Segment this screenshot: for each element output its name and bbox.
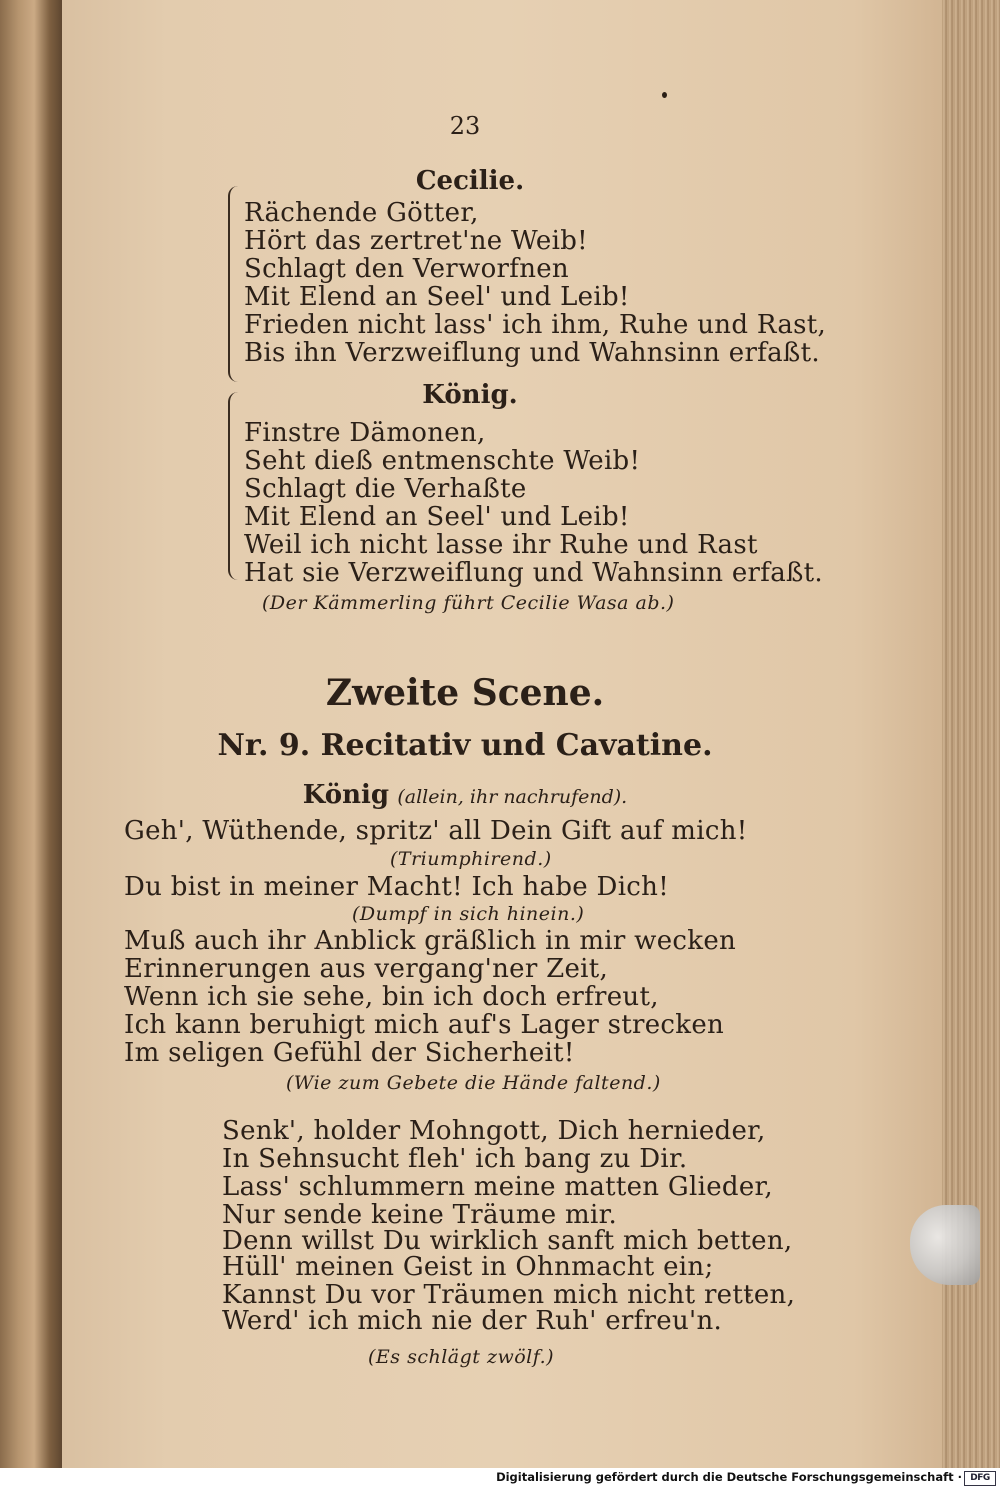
thumb-mark [910,1205,980,1285]
verse-line: Seht dieß entmenschte Weib! [244,446,641,476]
verse-line: Hat sie Verzweiflung und Wahnsinn erfaßt. [244,558,823,588]
verse-line: Du bist in meiner Macht! Ich habe Dich! [124,872,669,902]
verse-line: Muß auch ihr Anblick gräßlich in mir wecken [124,926,737,956]
verse-line: Werd' ich mich nie der Ruh' erfreu'n. [222,1306,723,1336]
verse-line: Rächende Götter, [244,198,479,228]
verse-line: Schlagt den Verworfnen [244,254,569,284]
verse-line: Ich kann beruhigt mich auf's Lager strecken [124,1010,725,1040]
scene-title: Zweite Scene. [325,672,605,714]
verse-line: Erinnerungen aus vergang'ner Zeit, [124,954,609,984]
verse-line: Geh', Wüthende, spritz' all Dein Gift auf mich! [124,816,748,846]
verse-line: Lass' schlummern meine matten Glieder, [222,1172,773,1202]
verse-line: Hört das zertret'ne Weib! [244,226,588,256]
verse-line: Wenn ich sie sehe, bin ich doch erfreut, [124,982,659,1012]
credit-bar [0,1468,1000,1487]
verse-line: Denn willst Du wirklich sanft mich betten, [222,1226,793,1256]
stage-direction: (Es schlägt zwölf.) [368,1346,555,1368]
page-number: 23 [449,112,481,140]
stage-direction: (Dumpf in sich hinein.) [352,903,585,925]
verse-line: Nur sende keine Träume mir. [222,1200,618,1230]
stage-direction: (Wie zum Gebete die Hände faltend.) [286,1072,661,1094]
verse-line: Frieden nicht lass' ich ihm, Ruhe und Rast, [244,310,827,340]
speaker-line [0,780,930,810]
speaker-koenig: König. [422,380,518,410]
verse-line: Bis ihn Verzweiflung und Wahnsinn erfaßt. [244,338,820,368]
stage-direction: (Triumphirend.) [390,848,552,870]
speaker-cecilie: Cecilie. [415,166,525,196]
verse-line: Mit Elend an Seel' und Leib! [244,502,630,532]
verse-line: Finstre Dämonen, [244,418,486,448]
duet-bracket-upper [228,186,242,382]
verse-line: Hüll' meinen Geist in Ohnmacht ein; [222,1252,714,1282]
verse-line: Senk', holder Mohngott, Dich hernieder, [222,1116,766,1146]
ink-speck [662,92,667,98]
duet-bracket-lower [228,392,242,580]
dfg-logo: DFG [964,1471,996,1486]
verse-line: In Sehnsucht fleh' ich bang zu Dir. [222,1144,688,1174]
verse-line: Kannst Du vor Träumen mich nicht retten, [222,1280,796,1310]
speaker-koenig: König [302,780,390,810]
piece-number: Nr. 9. Recitativ und Cavatine. [217,728,713,763]
verse-line: Mit Elend an Seel' und Leib! [244,282,630,312]
verse-line: Schlagt die Verhaßte [244,474,527,504]
verse-line: Im seligen Gefühl der Sicherheit! [124,1038,575,1068]
speaker-note: (allein, ihr nachrufend). [397,786,628,808]
verse-line: Weil ich nicht lasse ihr Ruhe und Rast [244,530,758,560]
funding-credit: Digitalisierung gefördert durch die Deutsche Forschungsgemeinschaft · [496,1470,962,1484]
stage-direction: (Der Kämmerling führt Cecilie Wasa ab.) [262,592,675,614]
